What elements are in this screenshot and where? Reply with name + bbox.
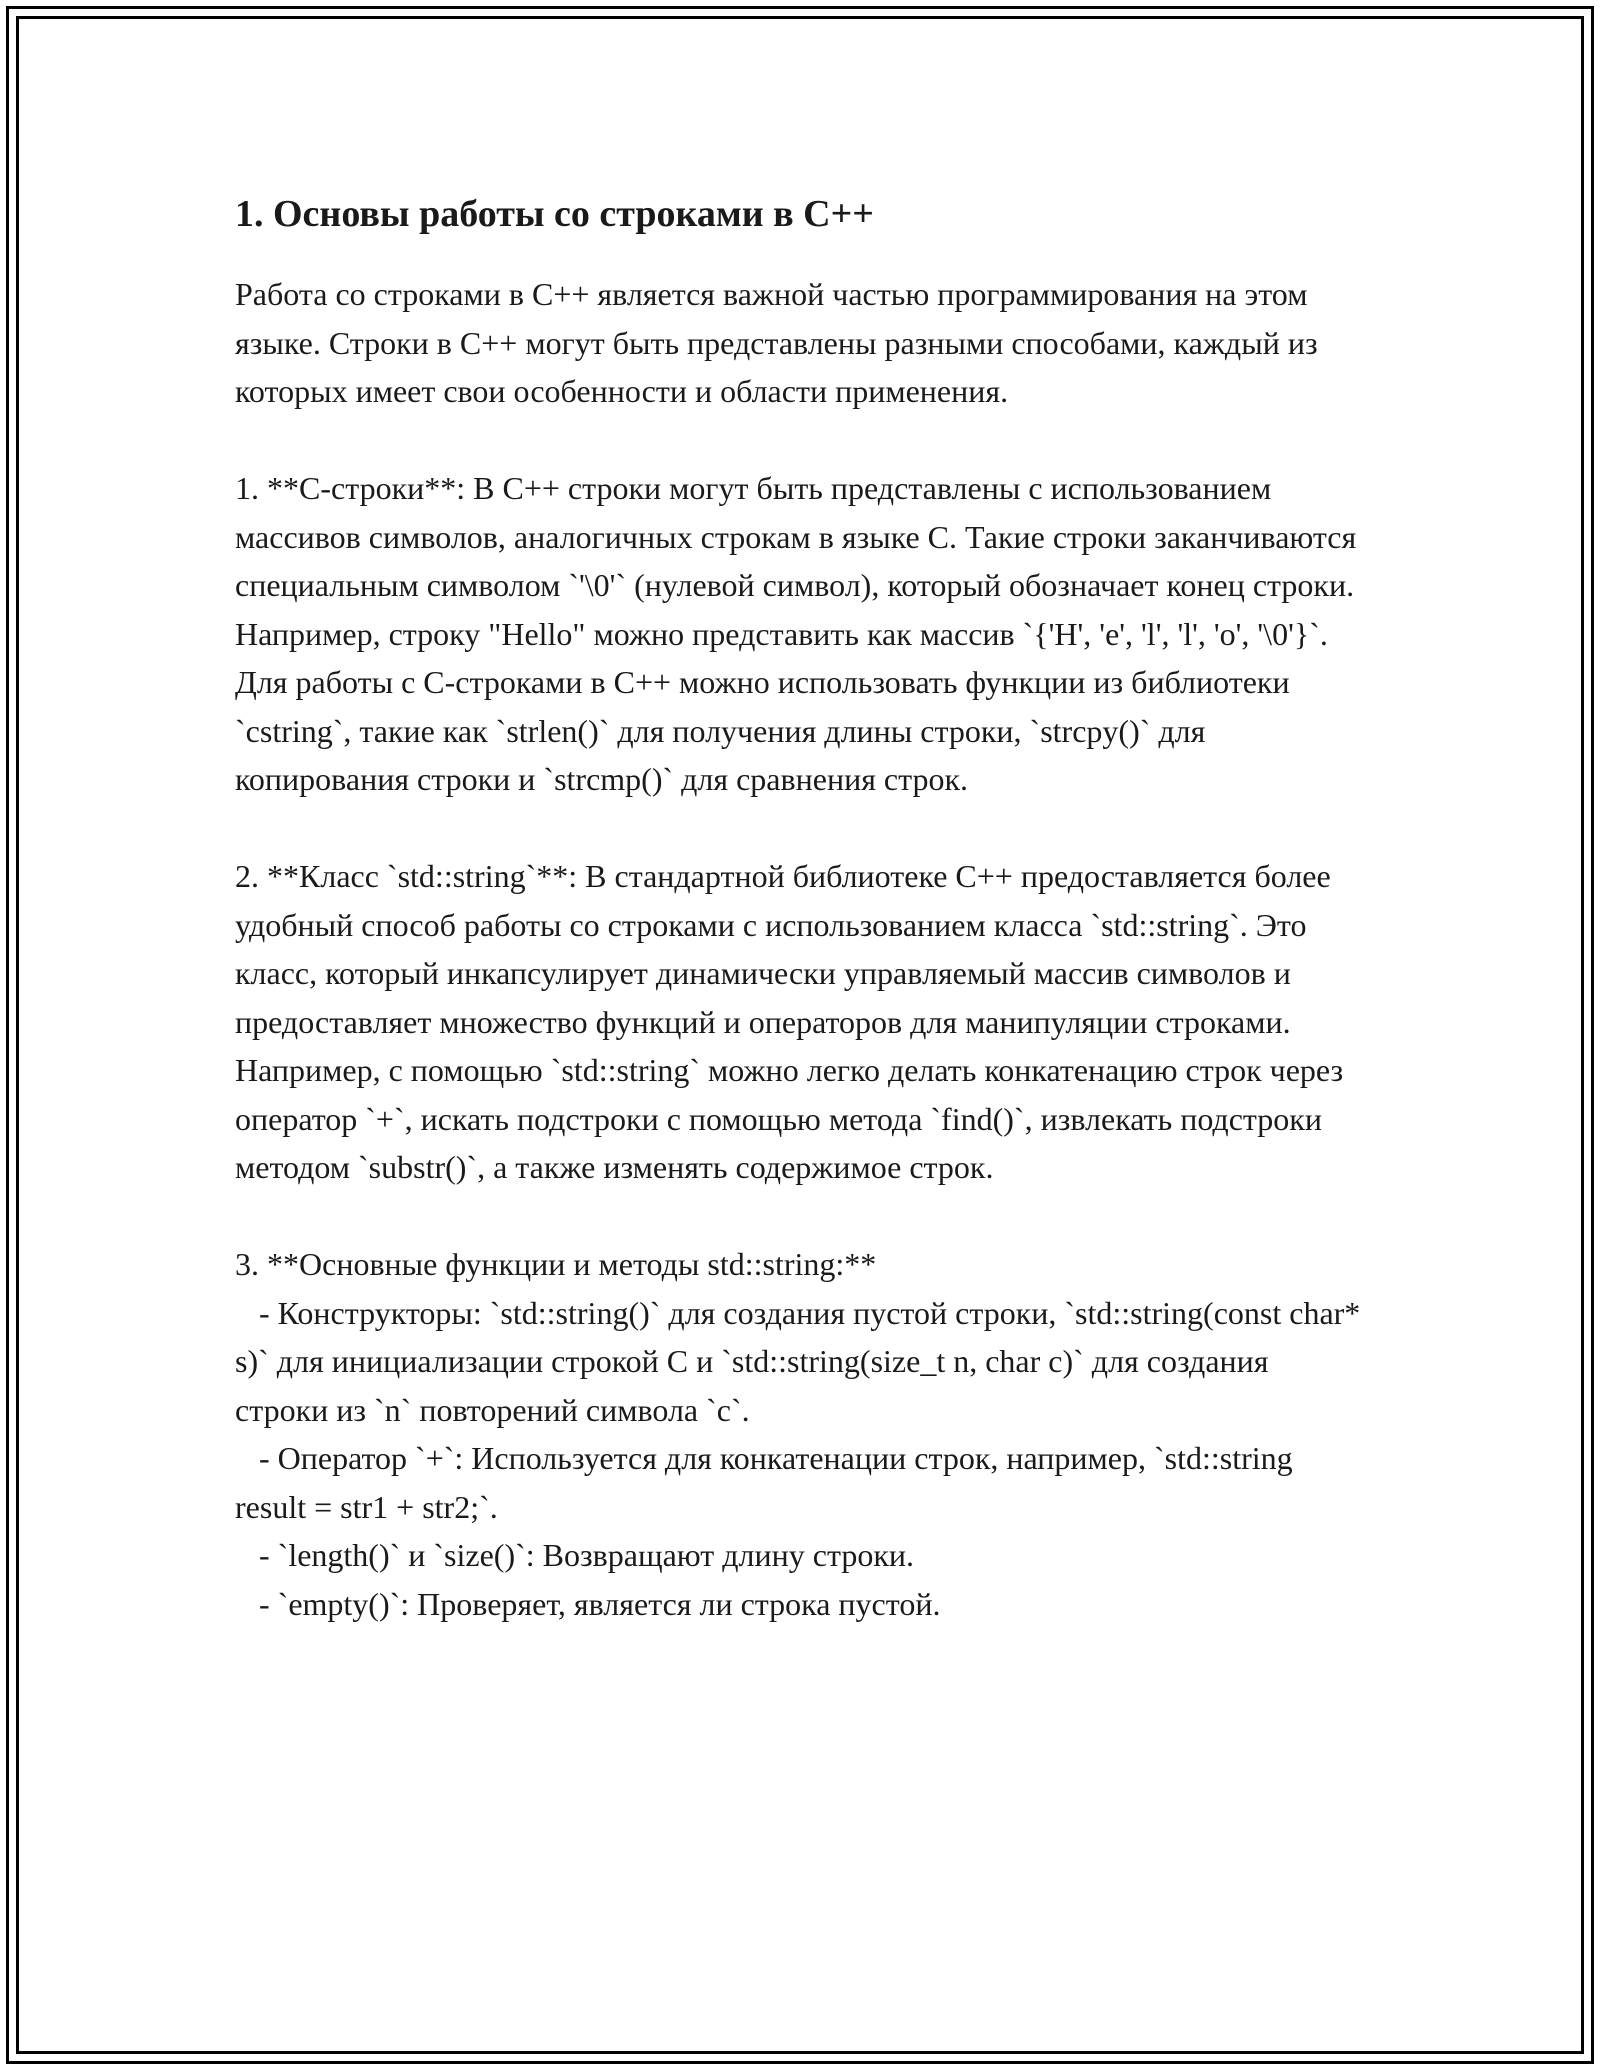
- list-item: - Конструкторы: `std::string()` для создания пустой строки, `std::string(const char* s)` для инициализации строкой C и `std::string(size_t n, char c)` для создания строки из `n` повторений символа `c`.: [235, 1294, 1369, 1428]
- intro-paragraph: Работа со строками в C++ является важной частью программирования на этом языке. Строки в C++ могут быть представлены разными способами, каждый из которых имеет свои особенности и области применения.: [235, 276, 1326, 409]
- section-heading: 3. **Основные функции и методы std::string:**: [235, 1246, 877, 1282]
- document-body: [235, 186, 1369, 1628]
- section-c-strings: 1. **C-строки**: В C++ строки могут быть представлены с использованием массивов символов, аналогичных строкам в языке C. Такие строки заканчиваются специальным символом `'\0'` (нулевой символ), который обозначает конец строки. Например, строку "Hello" можно представить как массив `{'H', 'e', 'l', 'l', 'o', '\0'}`. Для работы с C-строками в C++ можно использовать функции из библиотеки `cstring`, такие как `strlen()` для получения длины строки, `strcpy()` для копирования строки и `strcmp()` для сравнения строк.: [235, 470, 1365, 797]
- paragraph-spacer: [235, 804, 1365, 853]
- paragraph-spacer: [235, 1192, 1365, 1241]
- list-item: - `empty()`: Проверяет, является ли строка пустой.: [235, 1585, 941, 1622]
- section-std-string-methods: [235, 1240, 1369, 1628]
- section-std-string-class: 2. **Класс `std::string`**: В стандартной библиотеке C++ предоставляется более удобный способ работы со строками с использованием класса `std::string`. Это класс, который инкапсулирует динамически управляемый массив символов и предоставляет множество функций и операторов для манипуляции строками. Например, с помощью `std::string` можно легко делать конкатенацию строк через оператор `+`, искать подстроки с помощью метода `find()`, извлекать подстроки методом `substr()`, а также изменять содержимое строк.: [235, 858, 1352, 1185]
- list-item: - Оператор `+`: Используется для конкатенации строк, например, `std::string result = str1 + str2;`.: [235, 1440, 1301, 1525]
- list-item: - `length()` и `size()`: Возвращают длину строки.: [235, 1537, 915, 1573]
- document-title: 1. Основы работы со строками в C++: [235, 193, 874, 235]
- paragraph-spacer: [235, 416, 1365, 465]
